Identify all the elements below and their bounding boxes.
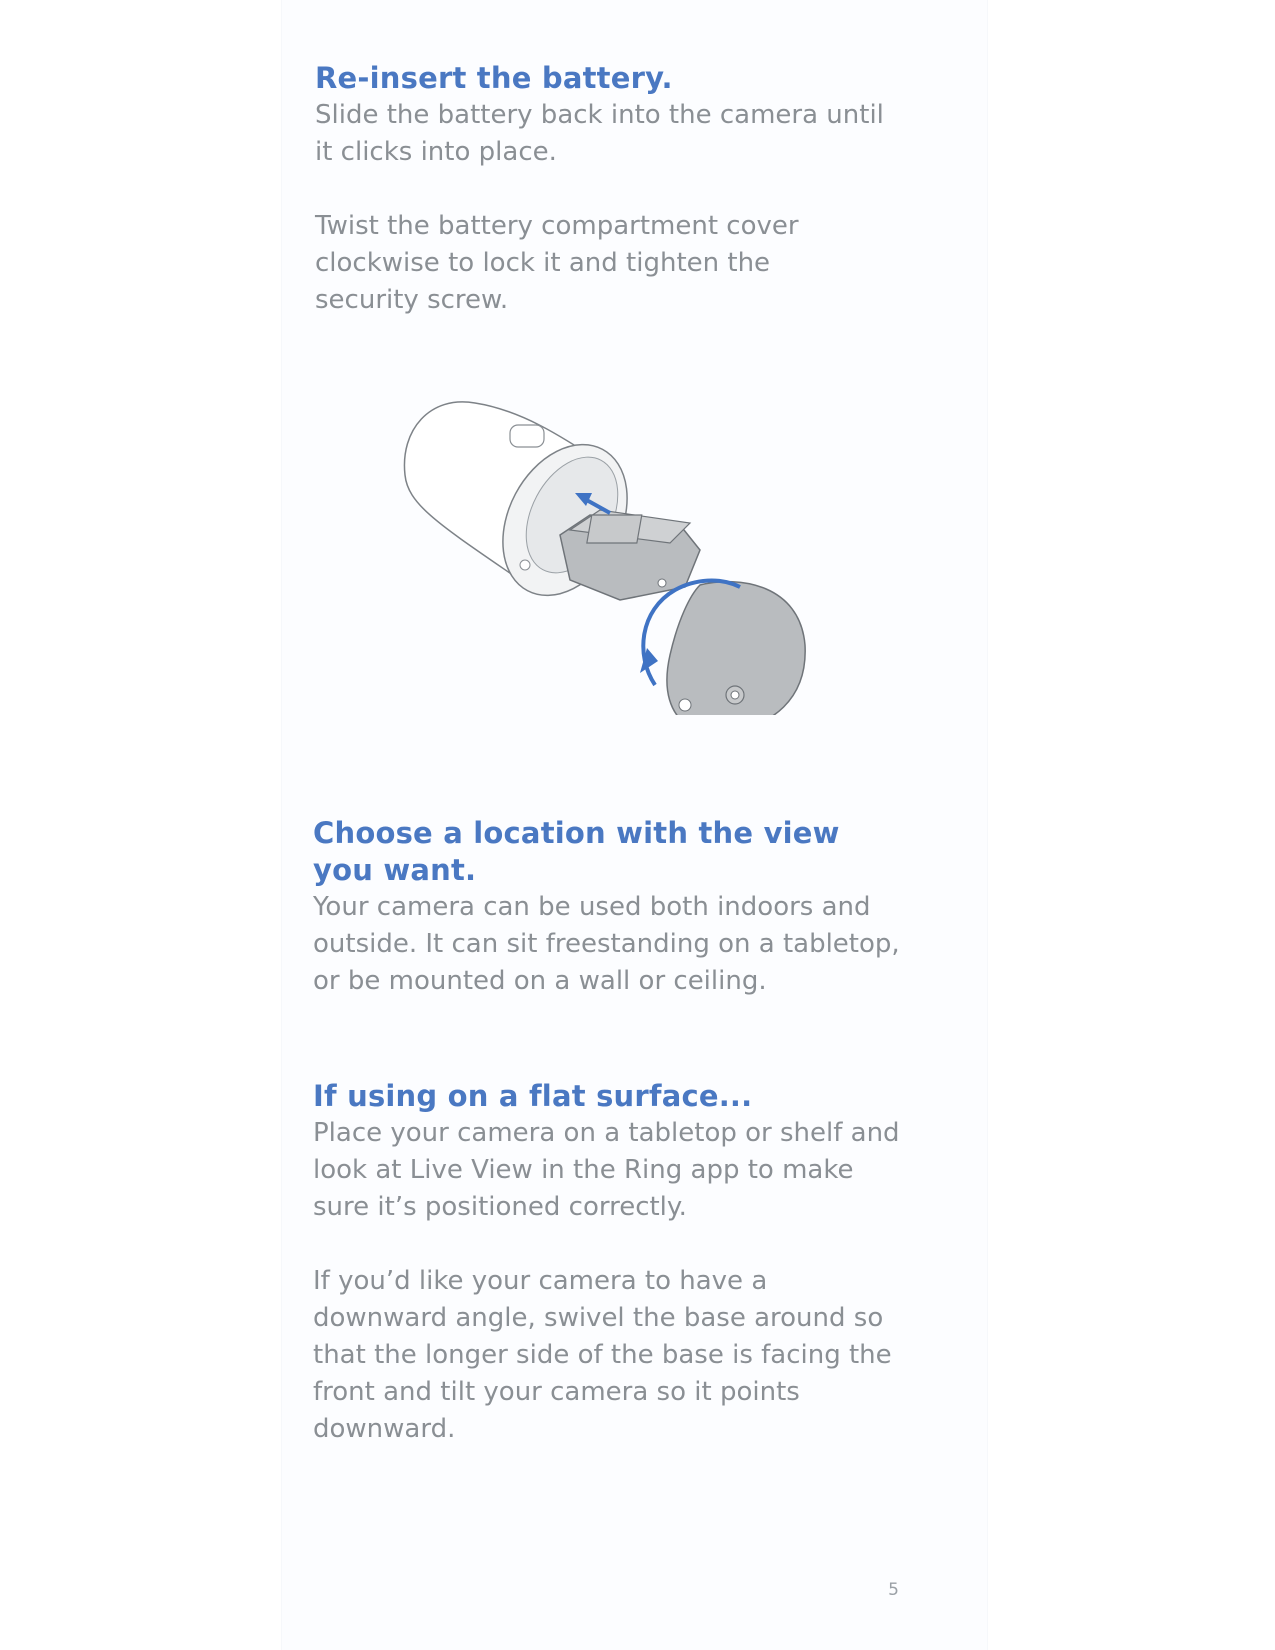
section-heading: Re-insert the battery. bbox=[315, 61, 673, 95]
section-heading bbox=[313, 815, 953, 889]
section-choose-location bbox=[313, 815, 953, 1000]
camera-battery-svg bbox=[400, 355, 840, 715]
section-paragraph: Place your camera on a tabletop or shelf and look at Live View in the Ring app to make sure it’s positioned correctly. bbox=[313, 1118, 900, 1222]
compartment-cover-icon bbox=[667, 582, 805, 715]
section-reinsert-battery bbox=[315, 60, 955, 319]
manual-page bbox=[282, 0, 987, 1650]
section-paragraph: Slide the battery back into the camera until it clicks into place. bbox=[315, 100, 884, 167]
battery-insert-illustration bbox=[400, 355, 840, 715]
section-flat-surface bbox=[313, 1078, 953, 1448]
page-number: 5 bbox=[888, 1580, 899, 1600]
heading-line: you want. bbox=[313, 853, 477, 887]
section-paragraph: If you’d like your camera to have a downward angle, swivel the base around so that the longer side of the base is facing the front and tilt your camera so it points downward. bbox=[313, 1266, 892, 1444]
section-paragraph: Your camera can be used both indoors and outside. It can sit freestanding on a tabletop, or be mounted on a wall or ceiling. bbox=[313, 892, 900, 996]
heading-line: Choose a location with the view bbox=[313, 816, 840, 850]
section-heading: If using on a flat surface... bbox=[313, 1079, 753, 1113]
section-paragraph: Twist the battery compartment cover clockwise to lock it and tighten the security screw. bbox=[315, 211, 799, 315]
